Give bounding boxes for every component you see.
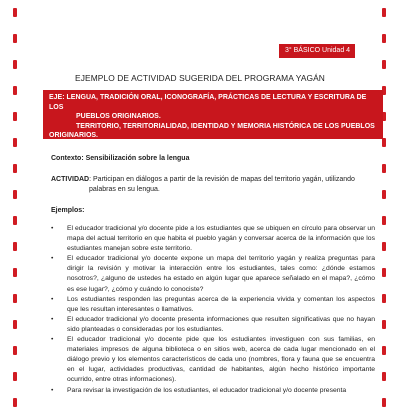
eje-line-3: TERRITORIO, TERRITORIALIDAD, IDENTIDAD Y MEMORIA HISTÓRICA DE LOS PUEBLOS — [76, 122, 375, 130]
border-mark — [13, 112, 17, 121]
eje-box — [43, 90, 383, 139]
border-mark — [382, 216, 386, 225]
border-mark — [382, 346, 386, 355]
border-mark — [13, 8, 17, 17]
bullet-icon: • — [51, 336, 54, 344]
list-item: • Para revisar la investigación de los estudiantes, el educador tradicional y/o docente presenta — [51, 386, 375, 396]
grade-unit-badge: 3° BÁSICO Unidad 4 — [279, 44, 355, 58]
border-mark — [13, 164, 17, 173]
border-mark — [382, 398, 386, 407]
border-mark — [13, 372, 17, 381]
border-mark — [13, 34, 17, 43]
border-mark — [382, 320, 386, 329]
examples-list — [51, 224, 375, 396]
bullet-icon: • — [51, 315, 54, 323]
eje-line-1: EJE: LENGUA, TRADICIÓN ORAL, ICONOGRAFÍA, PRÁCTICAS DE LECTURA Y ESCRITURA DE LOS — [49, 94, 367, 111]
right-decorative-border — [382, 0, 388, 400]
list-item: • El educador tradicional y/o docente pide a los estudiantes que se ubiquen en círculo para observar un mapa del actual territorio en que habita el pueblo yagán y conversar acerca de la información que los estudiantes manejan sobre este territorio. — [51, 225, 375, 253]
list-item: • El educador tradicional y/o docente presenta informaciones que resulten significativas que no hayan sido planteadas o consideradas por los estudiantes. — [51, 315, 375, 333]
border-mark — [382, 190, 386, 199]
border-mark — [382, 242, 386, 251]
list-item: • El educador tradicional y/o docente expone un mapa del territorio yagán y realiza preguntas para dirigir la revisión y motivar la interacción entre los estudiantes, tales como: ¿dónde estamos nosotros?, ¿alguno de ustedes ha estado en algún lugar que aparece señalado en el mapa?, ¿cómo es ese lugar?, ¿cómo y cuándo lo conociste? — [51, 255, 375, 293]
context-heading: Contexto: Sensibilización sobre la lengua — [51, 155, 190, 162]
border-mark — [382, 372, 386, 381]
border-mark — [13, 294, 17, 303]
bullet-icon: • — [51, 255, 54, 263]
eje-line-4: ORIGINARIOS. — [49, 132, 99, 140]
border-mark — [13, 398, 17, 407]
list-item: • El educador tradicional y/o docente pide que los estudiantes investiguen con sus familias, en materiales impresos de alguna biblioteca o en sitios web, acerca de cada lugar mencionado en el diálogo previo y los elementos característicos de cada uno (nombres, flora y fauna que se encuentra en el lugar, actividades productivas, cantidad de habitantes, algún hecho histórico importante ocurrido, entre otras informaciones). — [51, 336, 375, 384]
activity-text-1: : Participan en diálogos a partir de la revisión de mapas del territorio yagán, utilizando — [89, 176, 355, 183]
border-mark — [382, 60, 386, 69]
activity-text-2: palabras en su lengua. — [89, 186, 160, 193]
border-mark — [13, 190, 17, 199]
border-mark — [382, 294, 386, 303]
border-mark — [13, 138, 17, 147]
border-mark — [382, 164, 386, 173]
border-mark — [13, 216, 17, 225]
border-mark — [13, 60, 17, 69]
activity-block — [51, 175, 376, 195]
border-mark — [382, 8, 386, 17]
border-mark — [13, 268, 17, 277]
eje-line-2: PUEBLOS ORIGINARIOS. — [76, 113, 161, 121]
border-mark — [382, 34, 386, 43]
list-item: • Los estudiantes responden las preguntas acerca de la experiencia vivida y comentan los aspectos que les resultan interesantes o llamativos. — [51, 295, 375, 313]
border-mark — [13, 242, 17, 251]
bullet-icon: • — [51, 295, 54, 303]
border-mark — [382, 138, 386, 147]
border-mark — [382, 268, 386, 277]
bullet-icon: • — [51, 386, 54, 394]
border-mark — [13, 320, 17, 329]
activity-label: ACTIVIDAD — [51, 176, 90, 183]
left-decorative-border — [13, 0, 19, 400]
examples-heading: Ejemplos: — [51, 207, 85, 214]
border-mark — [13, 346, 17, 355]
border-mark — [13, 86, 17, 95]
page-title: EJEMPLO DE ACTIVIDAD SUGERIDA DEL PROGRAMA YAGÁN — [75, 73, 325, 83]
bullet-icon: • — [51, 225, 54, 232]
